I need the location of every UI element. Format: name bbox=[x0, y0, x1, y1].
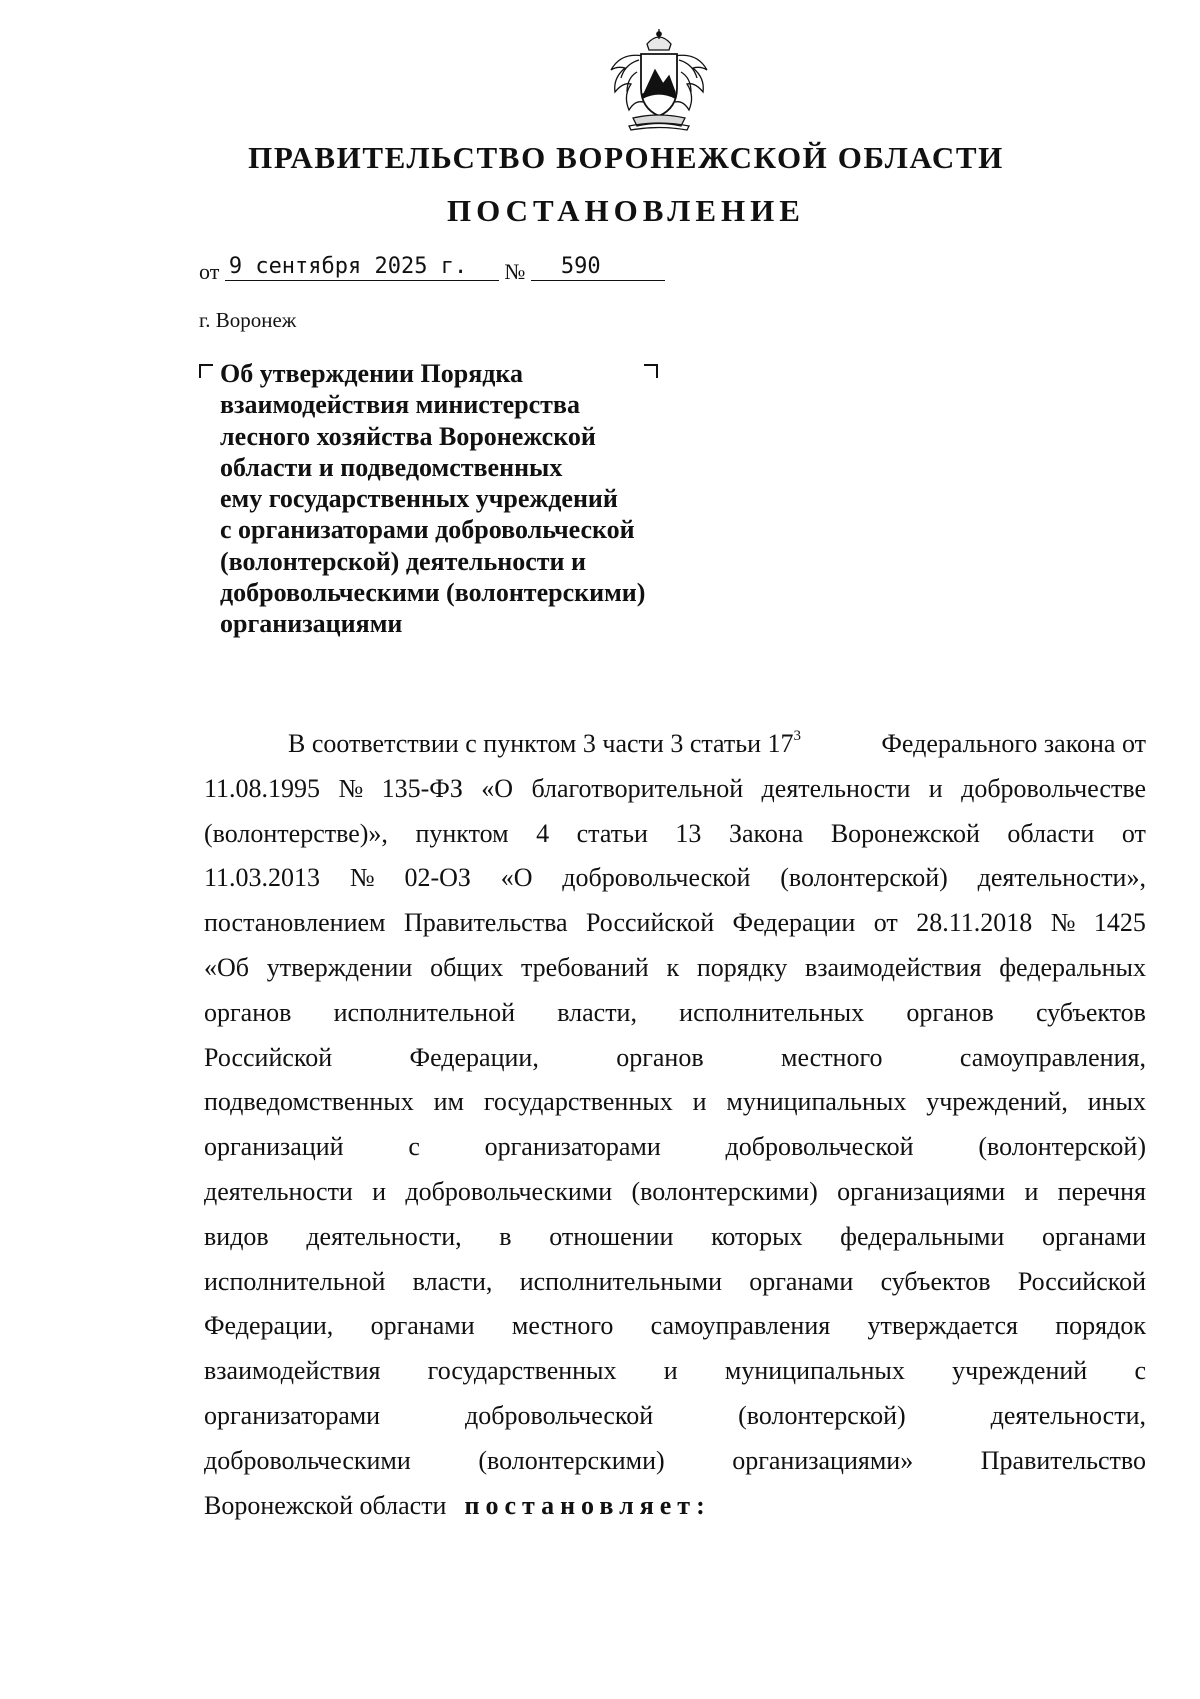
paragraph-word: органов bbox=[906, 997, 994, 1027]
decree-word: постановляет: bbox=[464, 1490, 711, 1520]
paragraph-fragment: Воронежской области bbox=[204, 1490, 447, 1520]
paragraph-word: от bbox=[1121, 818, 1146, 848]
paragraph-word: Воронежской bbox=[830, 818, 980, 848]
paragraph-word: власти, bbox=[557, 997, 637, 1027]
city-name: г. Воронеж bbox=[199, 308, 297, 332]
paragraph-word: органами bbox=[749, 1266, 854, 1296]
paragraph-word: перечня bbox=[1057, 1176, 1146, 1206]
date-prefix: от bbox=[199, 259, 220, 284]
paragraph-line bbox=[204, 991, 1146, 1036]
paragraph-word: 4 bbox=[536, 818, 550, 848]
paragraph-word: и bbox=[663, 1356, 678, 1386]
paragraph-word: (волонтерскими) bbox=[478, 1445, 665, 1475]
paragraph-word: добровольческой bbox=[562, 863, 751, 893]
paragraph-word: отношении bbox=[549, 1221, 674, 1251]
paragraph-word: утверждении bbox=[266, 952, 413, 982]
paragraph-line bbox=[204, 946, 1146, 991]
paragraph-word: организациями» bbox=[732, 1445, 914, 1475]
document-subject bbox=[220, 358, 680, 640]
preamble-paragraph bbox=[204, 722, 1146, 1528]
paragraph-word: добровольчестве bbox=[961, 773, 1146, 803]
paragraph-word: деятельности bbox=[761, 773, 911, 803]
paragraph-word: местного bbox=[511, 1311, 614, 1341]
paragraph-word: требований bbox=[521, 952, 649, 982]
paragraph-word: 02-ОЗ bbox=[404, 863, 471, 893]
subject-line: взаимодействия министерства bbox=[220, 390, 580, 420]
paragraph-word: добровольческими bbox=[204, 1445, 411, 1475]
paragraph-word: статьи bbox=[576, 818, 648, 848]
paragraph-word: Российской bbox=[204, 1042, 333, 1072]
paragraph-word: подведомственных bbox=[204, 1087, 414, 1117]
paragraph-word: 28.11.2018 bbox=[916, 908, 1033, 938]
paragraph-word: с bbox=[1134, 1356, 1146, 1386]
paragraph-word: организаций bbox=[204, 1132, 344, 1162]
paragraph-word: исполнительных bbox=[679, 997, 865, 1027]
paragraph-word: № bbox=[1050, 908, 1076, 938]
government-title: ПРАВИТЕЛЬСТВО ВОРОНЕЖСКОЙ ОБЛАСТИ bbox=[248, 140, 1004, 175]
paragraph-line bbox=[204, 1125, 1146, 1170]
paragraph-word: от bbox=[873, 908, 898, 938]
paragraph-word: порядок bbox=[1055, 1311, 1146, 1341]
paragraph-line bbox=[204, 1439, 1146, 1484]
paragraph-word: которых bbox=[711, 1221, 803, 1251]
paragraph-word: «Об bbox=[204, 952, 250, 982]
paragraph-line bbox=[204, 856, 1146, 901]
paragraph-line bbox=[204, 1036, 1146, 1081]
paragraph-word: добровольческой bbox=[465, 1400, 654, 1430]
paragraph-word: утверждается bbox=[867, 1311, 1018, 1341]
paragraph-word: 13 bbox=[675, 818, 702, 848]
paragraph-word: благотворительной bbox=[531, 773, 744, 803]
paragraph-line bbox=[204, 722, 1146, 767]
document-date-number-line bbox=[199, 254, 665, 293]
paragraph-word: 11.03.2013 bbox=[204, 863, 321, 893]
paragraph-word: Правительства bbox=[403, 908, 568, 938]
paragraph-word: (волонтерской) bbox=[780, 863, 948, 893]
subject-line: ему государственных учреждений bbox=[220, 484, 618, 514]
paragraph-word: (волонтерской) bbox=[978, 1132, 1146, 1162]
paragraph-word: исполнительными bbox=[519, 1266, 722, 1296]
paragraph-word: исполнительной bbox=[333, 997, 515, 1027]
paragraph-word: порядку bbox=[696, 952, 788, 982]
paragraph-word: Закона bbox=[728, 818, 804, 848]
paragraph-word: Российской bbox=[1017, 1266, 1146, 1296]
paragraph-word: исполнительной bbox=[204, 1266, 386, 1296]
paragraph-line bbox=[204, 1080, 1146, 1125]
paragraph-word: органами bbox=[370, 1311, 475, 1341]
number-prefix: № bbox=[504, 259, 526, 284]
paragraph-word: учреждений, bbox=[926, 1087, 1068, 1117]
paragraph-word: деятельности», bbox=[977, 863, 1146, 893]
paragraph-word: самоуправления bbox=[650, 1311, 831, 1341]
paragraph-word: власти, bbox=[412, 1266, 493, 1296]
paragraph-word: (волонтерстве)», bbox=[204, 818, 388, 848]
paragraph-word: Правительство bbox=[980, 1445, 1146, 1475]
subject-line: Об утверждении Порядка bbox=[220, 359, 524, 388]
paragraph-word: органами bbox=[1041, 1221, 1146, 1251]
document-type-title: ПОСТАНОВЛЕНИЕ bbox=[447, 193, 805, 228]
paragraph-word: и bbox=[692, 1087, 707, 1117]
paragraph-word: в bbox=[499, 1221, 512, 1251]
paragraph-word: Федерации, bbox=[409, 1042, 539, 1072]
paragraph-word: Федерации, bbox=[204, 1311, 334, 1341]
paragraph-word: добровольческой bbox=[725, 1132, 914, 1162]
paragraph-word: органов bbox=[204, 997, 292, 1027]
paragraph-line bbox=[204, 1349, 1146, 1394]
paragraph-word: им bbox=[433, 1087, 464, 1117]
paragraph-word: организаторами bbox=[484, 1132, 661, 1162]
paragraph-word: 135-ФЗ bbox=[381, 773, 463, 803]
paragraph-word: и bbox=[928, 773, 943, 803]
paragraph-word: № bbox=[349, 863, 375, 893]
paragraph-word: взаимодействия bbox=[204, 1356, 381, 1386]
paragraph-line bbox=[204, 1215, 1146, 1260]
paragraph-word: организациями bbox=[837, 1176, 1006, 1206]
paragraph-word: Российской bbox=[585, 908, 715, 938]
paragraph-word: федеральных bbox=[999, 952, 1146, 982]
paragraph-word: области bbox=[1007, 818, 1095, 848]
paragraph-word: к bbox=[666, 952, 680, 982]
paragraph-word: с bbox=[408, 1132, 420, 1162]
paragraph-fragment: В соответствии с пунктом 3 части 3 статьи $17^3$ bbox=[288, 728, 802, 758]
paragraph-word: местного bbox=[781, 1042, 883, 1072]
paragraph-word: добровольческими bbox=[405, 1176, 613, 1206]
paragraph-line bbox=[204, 1260, 1146, 1305]
paragraph-word: 1425 bbox=[1093, 908, 1146, 938]
paragraph-word: «О bbox=[500, 863, 533, 893]
paragraph-line bbox=[204, 1304, 1146, 1349]
document-number: 590 bbox=[531, 254, 665, 281]
paragraph-line bbox=[204, 767, 1146, 812]
paragraph-word: (волонтерскими) bbox=[631, 1176, 818, 1206]
paragraph-word: и bbox=[1024, 1176, 1039, 1206]
paragraph-word: постановлением bbox=[204, 908, 386, 938]
paragraph-word: государственных bbox=[483, 1087, 673, 1117]
paragraph-lines bbox=[204, 767, 1146, 1484]
paragraph-word: № bbox=[338, 773, 364, 803]
paragraph-word: деятельности, bbox=[990, 1400, 1146, 1430]
subject-line: организациями bbox=[220, 609, 403, 639]
paragraph-line bbox=[204, 1484, 1146, 1529]
superscript: 3 bbox=[793, 728, 802, 744]
paragraph-word: иных bbox=[1087, 1087, 1146, 1117]
subject-line: лесного хозяйства Воронежской bbox=[220, 421, 596, 451]
paragraph-word: и bbox=[372, 1176, 387, 1206]
paragraph-line bbox=[204, 901, 1146, 946]
paragraph-word: самоуправления, bbox=[959, 1042, 1146, 1072]
paragraph-word: субъектов bbox=[1035, 997, 1146, 1027]
paragraph-line bbox=[204, 1394, 1146, 1439]
paragraph-word: учреждений bbox=[952, 1356, 1088, 1386]
paragraph-word: федеральными bbox=[840, 1221, 1005, 1251]
paragraph-word: видов bbox=[204, 1221, 269, 1251]
paragraph-word: пунктом bbox=[415, 818, 509, 848]
paragraph-word: (волонтерской) bbox=[738, 1400, 906, 1430]
paragraph-word: субъектов bbox=[880, 1266, 991, 1296]
coat-of-arms-icon bbox=[603, 26, 715, 134]
paragraph-word: Федерации bbox=[732, 908, 856, 938]
paragraph-word: муниципальных bbox=[726, 1087, 907, 1117]
paragraph-word: 11.08.1995 bbox=[204, 773, 321, 803]
subject-bracket-left bbox=[199, 364, 213, 378]
paragraph-word: государственных bbox=[427, 1356, 617, 1386]
subject-line: с организаторами добровольческой bbox=[220, 515, 635, 545]
paragraph-word: «О bbox=[481, 773, 514, 803]
subject-line: области и подведомственных bbox=[220, 452, 563, 482]
paragraph-word: деятельности bbox=[204, 1176, 353, 1206]
subject-line: (волонтерской) деятельности и bbox=[220, 546, 586, 576]
paragraph-word: организаторами bbox=[204, 1400, 381, 1430]
paragraph-word: муниципальных bbox=[724, 1356, 905, 1386]
subject-line: добровольческими (волонтерскими) bbox=[220, 578, 646, 608]
document-date: 9 сентября 2025 г. bbox=[225, 254, 499, 281]
paragraph-word: взаимодействия bbox=[804, 952, 982, 982]
paragraph-line bbox=[204, 1170, 1146, 1215]
paragraph-fragment: Федерального закона от bbox=[881, 729, 1146, 758]
paragraph-word: общих bbox=[430, 952, 504, 982]
paragraph-word: органов bbox=[616, 1042, 704, 1072]
paragraph-word: деятельности, bbox=[306, 1221, 462, 1251]
paragraph-line bbox=[204, 812, 1146, 857]
